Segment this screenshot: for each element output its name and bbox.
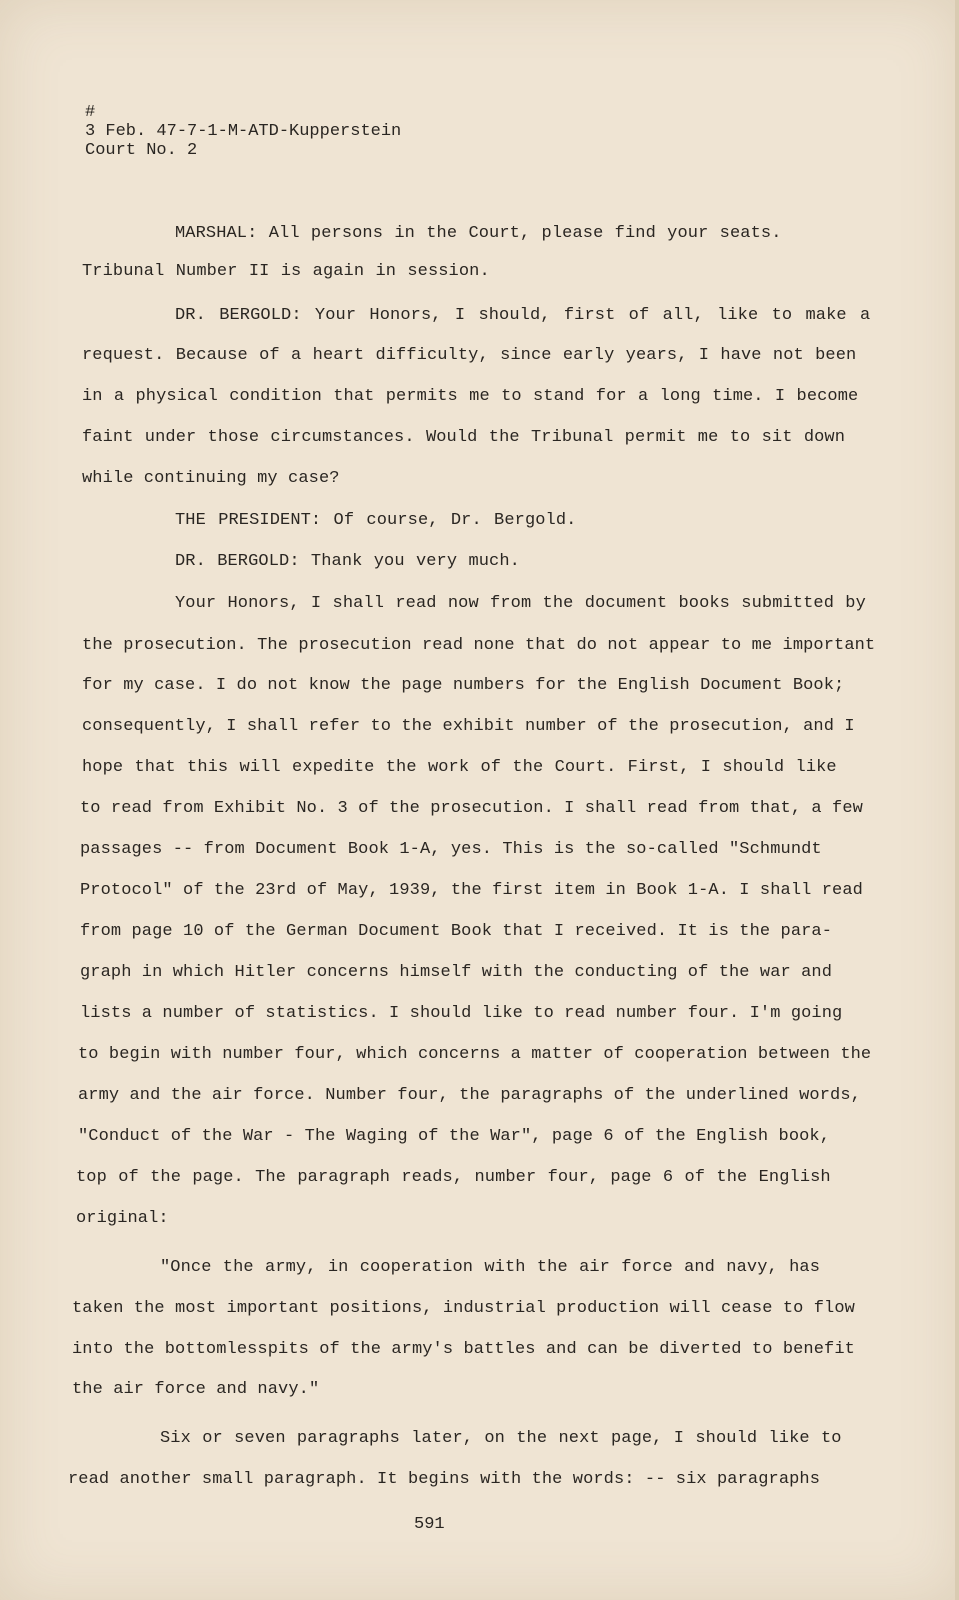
text-line: request. Because of a heart difficulty, since early years, I have not been (82, 346, 857, 365)
header-court: Court No. 2 (85, 141, 198, 160)
text-line: lists a number of statistics. I should like to read number four. I'm going (80, 1004, 843, 1023)
text-line: passages -- from Document Book 1-A, yes. This is the so-called "Schmundt (80, 840, 822, 859)
text-line: in a physical condition that permits me to stand for a long time. I become (82, 387, 859, 406)
text-line: Tribunal Number II is again in session. (82, 262, 490, 281)
page-number: 591 (414, 1515, 445, 1534)
text-line: while continuing my case? (82, 469, 340, 488)
text-line: DR. BERGOLD: Thank you very much. (175, 552, 520, 571)
text-line: "Conduct of the War - The Waging of the War", page 6 of the English book, (78, 1127, 831, 1146)
text-line: army and the air force. Number four, the paragraphs of the underlined words, (78, 1086, 861, 1105)
text-line: DR. BERGOLD: Your Honors, I should, first of all, like to make a (175, 306, 871, 325)
text-line: for my case. I do not know the page numbers for the English Document Book; (82, 676, 845, 695)
text-line: graph in which Hitler concerns himself with the conducting of the war and (80, 963, 833, 982)
document-header (85, 103, 401, 160)
quoted-text-line: into the bottomlesspits of the army's battles and can be diverted to benefit (72, 1340, 855, 1359)
text-line: top of the page. The paragraph reads, number four, page 6 of the English (76, 1168, 831, 1187)
header-mark: # (85, 103, 96, 122)
quoted-text-line: taken the most important positions, industrial production will cease to flow (72, 1299, 855, 1318)
quoted-text-line: the air force and navy." (72, 1380, 320, 1399)
text-line: Six or seven paragraphs later, on the next page, I should like to (160, 1429, 842, 1448)
text-line: faint under those circumstances. Would the Tribunal permit me to sit down (82, 428, 846, 447)
text-line: read another small paragraph. It begins with the words: -- six paragraphs (68, 1470, 821, 1489)
text-line: Protocol" of the 23rd of May, 1939, the first item in Book 1-A. I shall read (80, 881, 863, 900)
text-line: the prosecution. The prosecution read none that do not appear to me important (82, 636, 876, 655)
text-line: to read from Exhibit No. 3 of the prosecution. I shall read from that, a few (80, 799, 863, 818)
page-edge (955, 0, 959, 1600)
text-line: to begin with number four, which concerns a matter of cooperation between the (78, 1045, 872, 1064)
text-line: hope that this will expedite the work of the Court. First, I should like (82, 758, 837, 777)
text-line: MARSHAL: All persons in the Court, please find your seats. (175, 224, 782, 243)
text-line: THE PRESIDENT: Of course, Dr. Bergold. (175, 511, 577, 530)
header-reference: 3 Feb. 47-7-1-M-ATD-Kupperstein (85, 122, 402, 141)
text-line: original: (76, 1209, 169, 1228)
text-line: from page 10 of the German Document Book that I received. It is the para- (80, 922, 833, 941)
quoted-text-line: "Once the army, in cooperation with the air force and navy, has (160, 1258, 821, 1277)
text-line: consequently, I shall refer to the exhibit number of the prosecution, and I (82, 717, 855, 736)
text-line: Your Honors, I shall read now from the document books submitted by (175, 594, 866, 613)
